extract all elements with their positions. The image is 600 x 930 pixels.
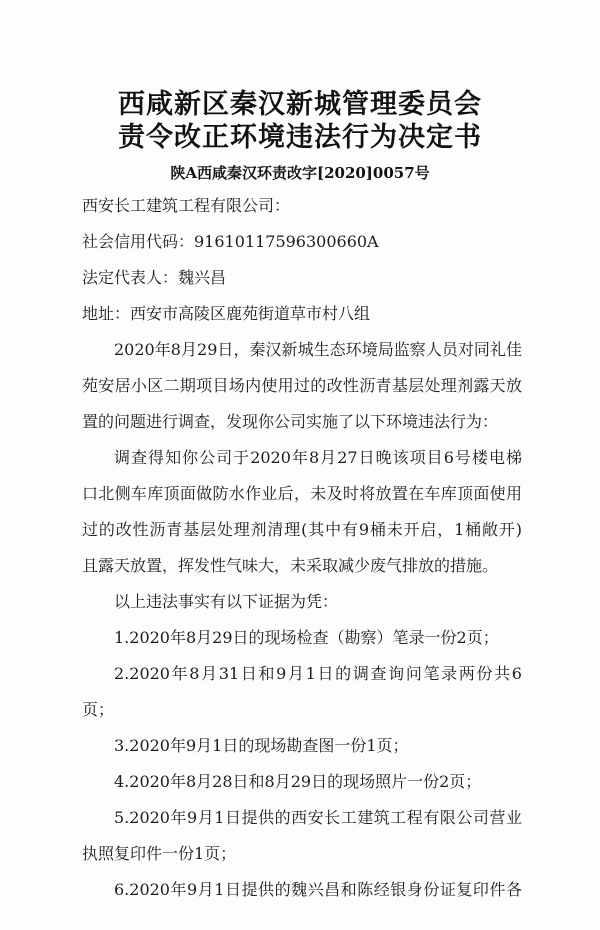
paragraph1-line1: 2020年8月29日，秦汉新城生态环境局监察人员对同礼佳 bbox=[114, 340, 522, 359]
evidence-item-4: 4.2020年8月28日和8月29日的现场照片一份2页； bbox=[114, 772, 482, 791]
document-title-line2: 责令改正环境违法行为决定书 bbox=[118, 122, 482, 153]
document-title-line1: 西咸新区秦汉新城管理委员会 bbox=[118, 89, 482, 120]
paragraph2-line3: 过的改性沥青基层处理剂清理(其中有9桶未开启，1桶敞开) bbox=[82, 520, 522, 539]
address-line: 地址：西安市高陵区鹿苑街道草市村八组 bbox=[82, 304, 371, 323]
evidence-item-2-continued: 页； bbox=[82, 700, 115, 719]
paragraph1-line3: 置的问题进行调查，发现你公司实施了以下环境违法行为： bbox=[82, 412, 499, 431]
evidence-intro: 以上违法事实有以下证据为凭： bbox=[114, 592, 339, 611]
evidence-item-1: 1.2020年8月29日的现场检查（勘察）笔录一份2页； bbox=[114, 628, 499, 647]
document-number: 陕A西咸秦汉环责改字[2020]0057号 bbox=[170, 164, 430, 182]
paragraph1-line2: 苑安居小区二期项目场内使用过的改性沥青基层处理剂露天放 bbox=[82, 376, 522, 395]
paragraph2-line4: 且露天放置，挥发性气味大，未采取减少废气排放的措施。 bbox=[82, 556, 499, 575]
evidence-item-3: 3.2020年9月1日的现场勘查图一份1页； bbox=[114, 736, 409, 755]
evidence-item-5-continued: 执照复印件一份1页； bbox=[82, 844, 237, 863]
legal-representative-line: 法定代表人：魏兴昌 bbox=[82, 268, 227, 287]
credit-code-line: 社会信用代码：91610117596300660A bbox=[82, 232, 379, 251]
evidence-item-2: 2.2020年8月31日和9月1日的调查询问笔录两份共6 bbox=[114, 664, 522, 683]
evidence-item-6: 6.2020年9月1日提供的魏兴昌和陈经银身份证复印件各 bbox=[114, 880, 522, 899]
recipient-line: 西安长工建筑工程有限公司： bbox=[82, 196, 291, 215]
paragraph2-line2: 口北侧车库顶面做防水作业后，未及时将放置在车库顶面使用 bbox=[82, 484, 522, 503]
evidence-item-5: 5.2020年9月1日提供的西安长工建筑工程有限公司营业 bbox=[114, 808, 522, 827]
paragraph2-line1: 调查得知你公司于2020年8月27日晚该项目6号楼电梯 bbox=[114, 448, 522, 467]
